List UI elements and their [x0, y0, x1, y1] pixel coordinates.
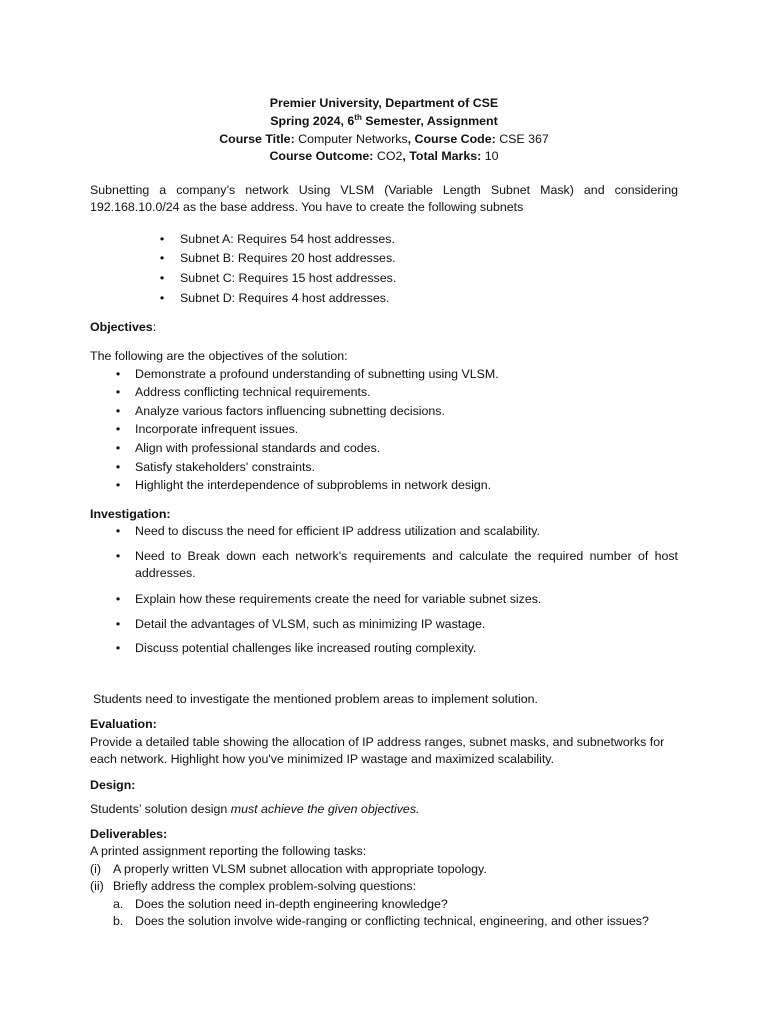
deliverables-intro: A printed assignment reporting the following tasks: [90, 844, 367, 858]
course-code-label: , Course Code: [407, 132, 496, 146]
investigation-item: Discuss potential challenges like increased routing complexity. [135, 641, 477, 655]
design-text [90, 801, 419, 818]
bullet-icon: • [115, 617, 121, 631]
investigation-item: Need to discuss the need for efficient IP address utilization and scalability. [135, 524, 540, 538]
subnet-item: Subnet C: Requires 15 host addresses. [180, 271, 397, 285]
header-term-text: Spring 2024, 6 [270, 114, 355, 128]
deliverables-heading: Deliverables: [90, 827, 168, 841]
bullet-icon: • [115, 422, 121, 436]
objective-item: Incorporate infrequent issues. [135, 422, 299, 436]
objectives-heading-text: Objectives [90, 320, 153, 334]
header-outcome [0, 148, 768, 165]
bullet-icon: • [115, 478, 121, 492]
deliverable-subitem-marker: b. [113, 914, 124, 928]
objectives-heading-colon: : [152, 320, 157, 334]
bullet-icon: • [159, 291, 165, 305]
deliverable-subitem-marker: a. [113, 897, 124, 911]
bullet-icon: • [115, 404, 121, 418]
design-text-plain: Students’ solution design [90, 802, 231, 816]
evaluation-text: Provide a detailed table showing the allocation of IP address ranges, subnet masks, and subnetworks for each network. Highlight how you've minimized IP wastage and maximized scalability. [90, 735, 665, 766]
header-term-sup: th [354, 112, 362, 122]
marks-label: , Total Marks: [402, 149, 482, 163]
deliverable-marker: (ii) [90, 879, 104, 893]
objective-item: Analyze various factors influencing subnetting decisions. [135, 404, 445, 418]
objective-item: Align with professional standards and codes. [135, 441, 381, 455]
header-course [0, 131, 768, 148]
header-term-suffix: Semester, Assignment [361, 114, 498, 128]
bullet-icon: • [115, 641, 121, 655]
bullet-icon: • [115, 524, 121, 538]
deliverable-marker: (i) [90, 862, 102, 876]
bullet-icon: • [115, 460, 121, 474]
header-institution: Premier University, Department of CSE [269, 96, 499, 110]
objectives-heading [90, 319, 156, 336]
objective-item: Demonstrate a profound understanding of subnetting using VLSM. [135, 367, 499, 381]
outcome-value: CO2 [373, 149, 403, 163]
investigation-item: Need to Break down each network's requirements and calculate the required number of host addresses. [135, 549, 678, 580]
deliverable-item: Briefly address the complex problem-solving questions: [113, 879, 417, 893]
objectives-intro: The following are the objectives of the solution: [90, 349, 348, 363]
investigation-item: Explain how these requirements create the need for variable subnet sizes. [135, 592, 542, 606]
subnet-item: Subnet B: Requires 20 host addresses. [180, 251, 396, 265]
header-term [0, 113, 768, 130]
evaluation-heading: Evaluation: [90, 717, 157, 731]
objective-item: Address conflicting technical requirements. [135, 385, 371, 399]
investigation-item: Detail the advantages of VLSM, such as minimizing IP wastage. [135, 617, 486, 631]
bullet-icon: • [115, 549, 121, 563]
course-title-value: Computer Networks [294, 132, 408, 146]
investigation-note: Students need to investigate the mentioned problem areas to implement solution. [93, 692, 538, 706]
bullet-icon: • [115, 592, 121, 606]
bullet-icon: • [115, 367, 121, 381]
subnet-item: Subnet A: Requires 54 host addresses. [180, 232, 395, 246]
course-code-value: CSE 367 [495, 132, 549, 146]
intro-paragraph: Subnetting a company’s network Using VLSM (Variable Length Subnet Mask) and considering 192.168.10.0/24 as the base address. You have to create the following subnets [90, 183, 678, 214]
bullet-icon: • [115, 441, 121, 455]
marks-value: 10 [481, 149, 499, 163]
objective-item: Satisfy stakeholders' constraints. [135, 460, 316, 474]
bullet-icon: • [159, 271, 165, 285]
outcome-label: Course Outcome: [269, 149, 374, 163]
investigation-heading: Investigation: [90, 507, 171, 521]
subnet-item: Subnet D: Requires 4 host addresses. [180, 291, 390, 305]
bullet-icon: • [159, 251, 165, 265]
course-title-label: Course Title: [219, 132, 295, 146]
deliverable-subitem: Does the solution need in-depth engineering knowledge? [135, 897, 448, 911]
design-heading: Design: [90, 778, 136, 792]
deliverable-item: A properly written VLSM subnet allocation with appropriate topology. [113, 862, 487, 876]
deliverable-subitem: Does the solution involve wide-ranging or conflicting technical, engineering, and other issues? [135, 914, 649, 928]
bullet-icon: • [159, 232, 165, 246]
design-text-emphasis: must achieve the given objectives. [230, 802, 420, 816]
objective-item: Highlight the interdependence of subproblems in network design. [135, 478, 492, 492]
bullet-icon: • [115, 385, 121, 399]
